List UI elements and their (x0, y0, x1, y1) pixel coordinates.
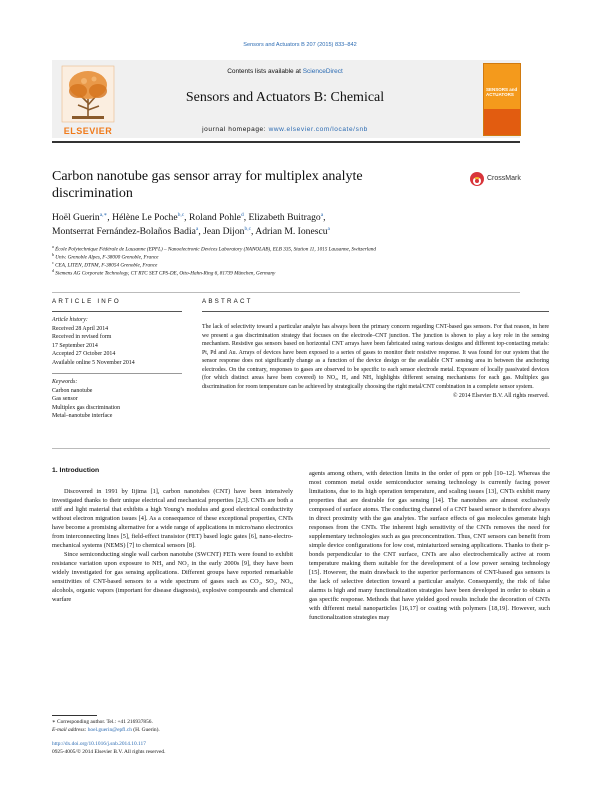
article-info-heading: ARTICLE INFO (52, 298, 121, 305)
journal-cover-thumbnail (483, 63, 521, 136)
section-title-introduction: 1. Introduction (52, 467, 100, 474)
doi-link[interactable]: http://dx.doi.org/10.1016/j.snb.2014.10.117 (52, 741, 146, 747)
contents-line (120, 68, 450, 75)
header-rule (52, 141, 520, 143)
corresponding-author-note: ∗ Corresponding author. Tel.: +41 216937856. (52, 719, 153, 725)
history-item: Received 28 April 2014 (52, 325, 109, 332)
affiliation: $^a$ École Polytechnique Fédérale de Lausanne (EPFL) – Nanoelectronic Devices Laboratory (NANOLAB), ELB 335, Station 11, 1015 Lausanne, Switzerland (52, 244, 376, 253)
author: Elizabeth Buitrago$^a$, (248, 211, 326, 223)
history-item: Received in revised form (52, 334, 112, 340)
abstract-rule (202, 311, 549, 312)
affiliation: $^c$ CEA, LITEN, DTNM, F-38054 Grenoble, France (52, 260, 158, 269)
cover-band (484, 109, 520, 135)
abstract-bottom-rule (52, 448, 550, 449)
keyword: Metal–nanotube interface (52, 413, 113, 419)
contents-prefix: Contents lists available at (227, 68, 303, 75)
journal-homepage-line (120, 126, 450, 133)
email-label: E-mail address: (52, 727, 88, 733)
keyword: Gas sensor (52, 396, 78, 402)
crossmark-badge[interactable] (470, 170, 528, 188)
author-list (52, 211, 522, 239)
journal-name: Sensors and Actuators B: Chemical (185, 90, 385, 105)
sciencedirect-link[interactable]: ScienceDirect (302, 68, 343, 75)
history-item: 17 September 2014 (52, 342, 98, 349)
homepage-url-link[interactable]: www.elsevier.com/locate/snb (268, 126, 368, 133)
article-title: Carbon nanotube gas sensor array for multiplex analyte discrimination (52, 169, 363, 202)
info-rule (52, 311, 182, 312)
author: Hoël Guerin$^{a,∗}$, (52, 211, 113, 223)
abstract-text: The lack of selectivity toward a particular analyte has always been the primary concern regarding CNT-based gas sensors. For that reason, in here we present a gas discrimination strategy that focuses on the electrode–CNT junction. The junction is shown to play a key role in the sensing mechanism. Resistive gas sensors based on horizontal CNT arrays have been fabricated using various designs and different top-contacting metals: Pt, Pd and Au. Arrays of devices have been exposed to a series of gases to monitor their resistive response. It was found for our system that the sensor response does not significantly change as a function of the device design or the available CNT sensing area in between the anchoring electrodes. On the contrary, responses to gases are observed to be specific to each sensor electrode metal. Exposure of locally passivated devices (for which distinct areas have been covered) to NO₂, H₂ and NH₃ highlights different sensing mechanisms for each gas. Multiplex gas discrimination for room temperature can be achieved by strategically choosing the right metal/CNT combination in a complete sensor system. (202, 324, 549, 391)
keyword: Multiplex gas discrimination (52, 404, 121, 411)
footnote-rule (52, 715, 97, 716)
body-paragraph: Since semiconducting single wall carbon nanotube (SWCNT) FETs were found to exhibit resistance variation upon exposure to NH₃ and NO₂ in the early 2000s [9], they have been widely investigated for gas sensing applications. Different groups have reported remarkable sensitivities of CNT-based sensors to a wide spectrum of gases such as CO₂, SO₂, NOₓ, alcohols, organic vapors (important for disease diagnosis), explosive compounds and chemical warfare (52, 551, 293, 603)
body-paragraph: agents among others, with detection limits in the order of ppm or ppb [10–12]. Whereas the most common metal oxide semiconductor sensing technology is currently facing power limitations, due to its high operation temperature, and scaling issues [13], CNTs exhibit many properties that are desirable for gas sensing [14]. The nanotubes are almost exclusively composed of surface atoms. The conducting channel of a CNT based sensor is therefore always in direct proximity with the gas analytes. The surface effects of gas molecules generate high responses from the CNTs. The inherent high sensitivity of the CNTs removes the need for supplementary technologies such as gas preconcentration. Thus, CNT sensors can benefit from simple device configurations for low cost, miniaturized sensing applications. Thanks to their p-bonds perpendicular to the CNT surface, CNTs are also electrochemically active at room temperature making them suitable for the development of a low power sensing technology [15]. However, the main drawback to the superior performances of CNT-based gas sensors is the lack of selective detection toward a particular analyte. Consequently, the risk of false alarms is high and many functionalization strategies have been developed in order to obtain a gas specific response. Methods that have yielded good results include the decoration of CNTs with different metal nanoparticles [16,17] or coating with polymers [18,19]. However, such functionalization strategies may (309, 470, 550, 621)
section-rule (52, 292, 520, 293)
elsevier-wordmark: ELSEVIER (63, 126, 113, 136)
history-item: Available online 5 November 2014 (52, 359, 135, 366)
author: Jean Dijon$^{b,c}$, (203, 225, 256, 237)
abstract-heading: ABSTRACT (202, 298, 253, 305)
email-note (52, 727, 292, 735)
crossmark-icon (470, 172, 484, 186)
body-column-left (52, 487, 293, 604)
author: Adrian M. Ionescu$^a$ (255, 225, 330, 237)
affiliation: $^d$ Siemens AG Corporate Technology, CT RTC SET CPS-DE, Otto-Hahn-Ring 6, 81739 München, Germany (52, 268, 276, 277)
keywords-rule (52, 373, 182, 374)
homepage-prefix: journal homepage: (202, 126, 269, 133)
history-item: Accepted 27 October 2014 (52, 351, 116, 357)
history-label: Article history: (52, 317, 88, 323)
author: Roland Pohle$^d$, (188, 211, 249, 223)
keywords-label: Keywords: (52, 379, 78, 385)
author: Montserrat Fernández-Bolaños Badia$^a$, (52, 225, 204, 237)
author: Hélène Le Poche$^{b,c}$, (112, 211, 189, 223)
body-column-right (309, 469, 550, 622)
abstract-copyright: © 2014 Elsevier B.V. All rights reserved. (452, 392, 549, 399)
issn-line: 0925-4005/© 2014 Elsevier B.V. All rights reserved. (52, 749, 166, 755)
crossmark-label: CrossMark (487, 175, 521, 182)
keyword: Carbon nanotube (52, 387, 93, 394)
journal-citation[interactable]: Sensors and Actuators B 207 (2015) 833–842 (243, 42, 357, 48)
affiliation: $^b$ Univ. Grenoble Alpes, F-38000 Grenoble, France (52, 252, 159, 261)
body-paragraph: Discovered in 1991 by Iijima [1], carbon nanotubes (CNT) have been intensively investigated thanks to their unique electrical and mechanical properties [2,3]. CNTs are both a stiff and light material that exhibits a high Young’s modulus and good electrical conductivity without electron migration issues [4]. As a consequence of these exceptional properties, CNTs have become a promising alternative for a wide range of applications in micro/nano electronics from interconnecting lines [5], field-effect transistor (FET) based logic gates [6], nano-electro-mechanical systems (NEMS) [7] to chemical sensors [8]. (52, 488, 293, 549)
email-suffix: (H. Guerin). (131, 727, 160, 733)
abstract-body (202, 323, 549, 400)
email-link[interactable]: hoel.guerin@epfl.ch (87, 727, 132, 733)
cover-title: SENSORS and ACTUATORS (486, 87, 518, 97)
